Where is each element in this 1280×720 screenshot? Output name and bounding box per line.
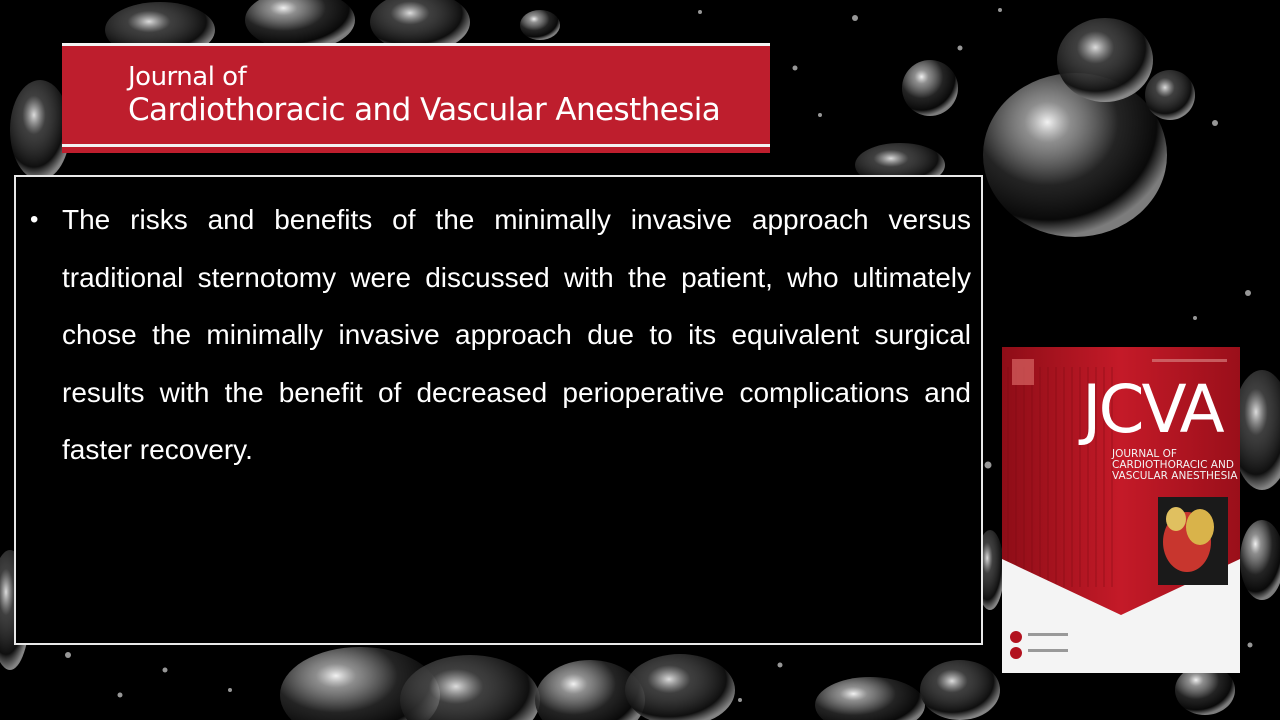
bullet-marker: •	[30, 206, 39, 233]
banner-underline	[62, 144, 770, 147]
journal-banner	[62, 43, 770, 153]
cover-subtitle: JOURNAL OF CARDIOTHORACIC AND VASCULAR ANESTHESIA	[1112, 448, 1238, 482]
banner-title-line2: Cardiothoracic and Vascular Anesthesia	[128, 92, 721, 128]
bullet-text: The risks and benefits of the minimally invasive approach versus traditional sternotomy were discussed with the patient, who ultimately chose the minimally invasive approach due to its equivalent surgical results with the benefit of decreased perioperative complications and faster recovery.	[62, 204, 971, 465]
banner-title-line1: Journal of	[128, 62, 247, 92]
content-box	[14, 175, 983, 645]
journal-cover	[1002, 347, 1240, 673]
cover-acronym: JCVA	[1082, 371, 1222, 448]
bullet-item	[26, 191, 971, 479]
